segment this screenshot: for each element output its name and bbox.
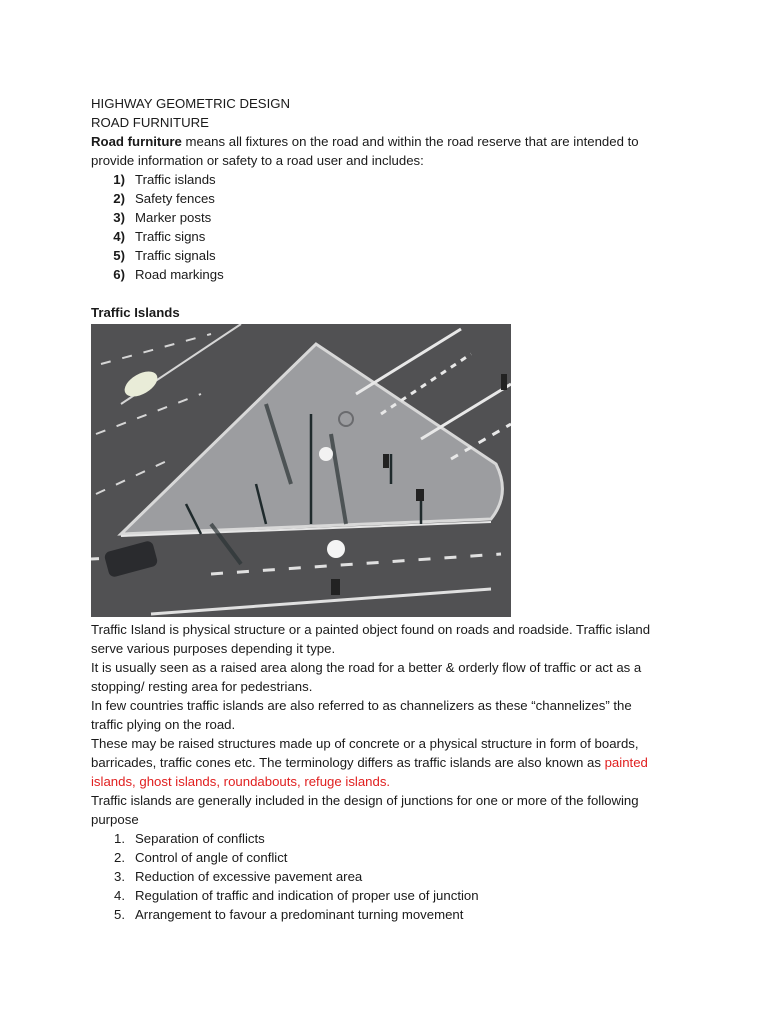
list-item [91,208,681,227]
list-number: 3. [114,869,125,884]
list-label: Traffic islands [135,172,216,187]
list-label: Separation of conflicts [135,831,265,846]
list-number: 1) [113,172,125,187]
paragraph-1-line-1: Traffic Island is physical structure or a painted object found on roads and roadside. Traffic island [91,622,651,637]
paragraph-3-line-2: traffic plying on the road. [91,717,236,732]
list-label: Traffic signals [135,248,216,263]
list-label: Reduction of excessive pavement area [135,869,363,884]
paragraph-1-line-2: serve various purposes depending it type. [91,641,336,656]
list-item [91,905,681,924]
list-number: 4. [114,888,125,903]
list-item [91,867,681,886]
list-item [91,246,681,265]
list-item [91,829,681,848]
list-label: Arrangement to favour a predominant turning movement [135,907,464,922]
intro-text-line2: provide information or safety to a road user and includes: [91,153,424,168]
list-number: 4) [113,229,125,244]
list-number: 6) [113,267,125,282]
furniture-list [91,170,681,284]
paragraph-5-line-2: purpose [91,812,139,827]
paragraph-2-line-2: stopping/ resting area for pedestrians. [91,679,313,694]
section-heading: Traffic Islands [91,305,180,320]
spacer [91,284,681,303]
highlight-text-line: islands, ghost islands, roundabouts, refuge islands. [91,774,391,789]
list-label: Road markings [135,267,224,282]
list-item [91,189,681,208]
list-number: 3) [113,210,125,225]
list-label: Traffic signs [135,229,206,244]
intro-term: Road furniture [91,134,182,149]
paragraph-4-line-2-text: barricades, traffic cones etc. The terminology differs as traffic islands are also known as [91,755,605,770]
paragraph-2-line-1: It is usually seen as a raised area along the road for a better & orderly flow of traffic or act as a [91,660,642,675]
list-number: 1. [114,831,125,846]
list-number: 2) [113,191,125,206]
document-title: HIGHWAY GEOMETRIC DESIGN [91,96,291,111]
intro-paragraph [91,132,681,151]
paragraph-4-line-1: These may be raised structures made up of concrete or a physical structure in form of boards, [91,736,639,751]
document-subtitle: ROAD FURNITURE [91,115,209,130]
list-label: Marker posts [135,210,212,225]
list-label: Regulation of traffic and indication of proper use of junction [135,888,479,903]
list-item [91,886,681,905]
paragraph-5-line-1: Traffic islands are generally included in the design of junctions for one or more of the following [91,793,639,808]
list-number: 5. [114,907,125,922]
highlight-text: painted [604,755,648,770]
list-number: 5) [113,248,125,263]
list-item [91,170,681,189]
purpose-list [91,829,681,924]
list-number: 2. [114,850,125,865]
document-body [91,94,681,924]
list-item [91,265,681,284]
intro-text-line1: means all fixtures on the road and within the road reserve that are intended to [181,134,639,149]
list-label: Safety fences [135,191,215,206]
paragraph-3-line-1: In few countries traffic islands are also referred to as channelizers as these “channelizes” the [91,698,632,713]
list-item [91,227,681,246]
traffic-island-photo [91,324,511,617]
list-item [91,848,681,867]
list-label: Control of angle of conflict [135,850,288,865]
paragraph-4-line-2 [91,753,681,772]
